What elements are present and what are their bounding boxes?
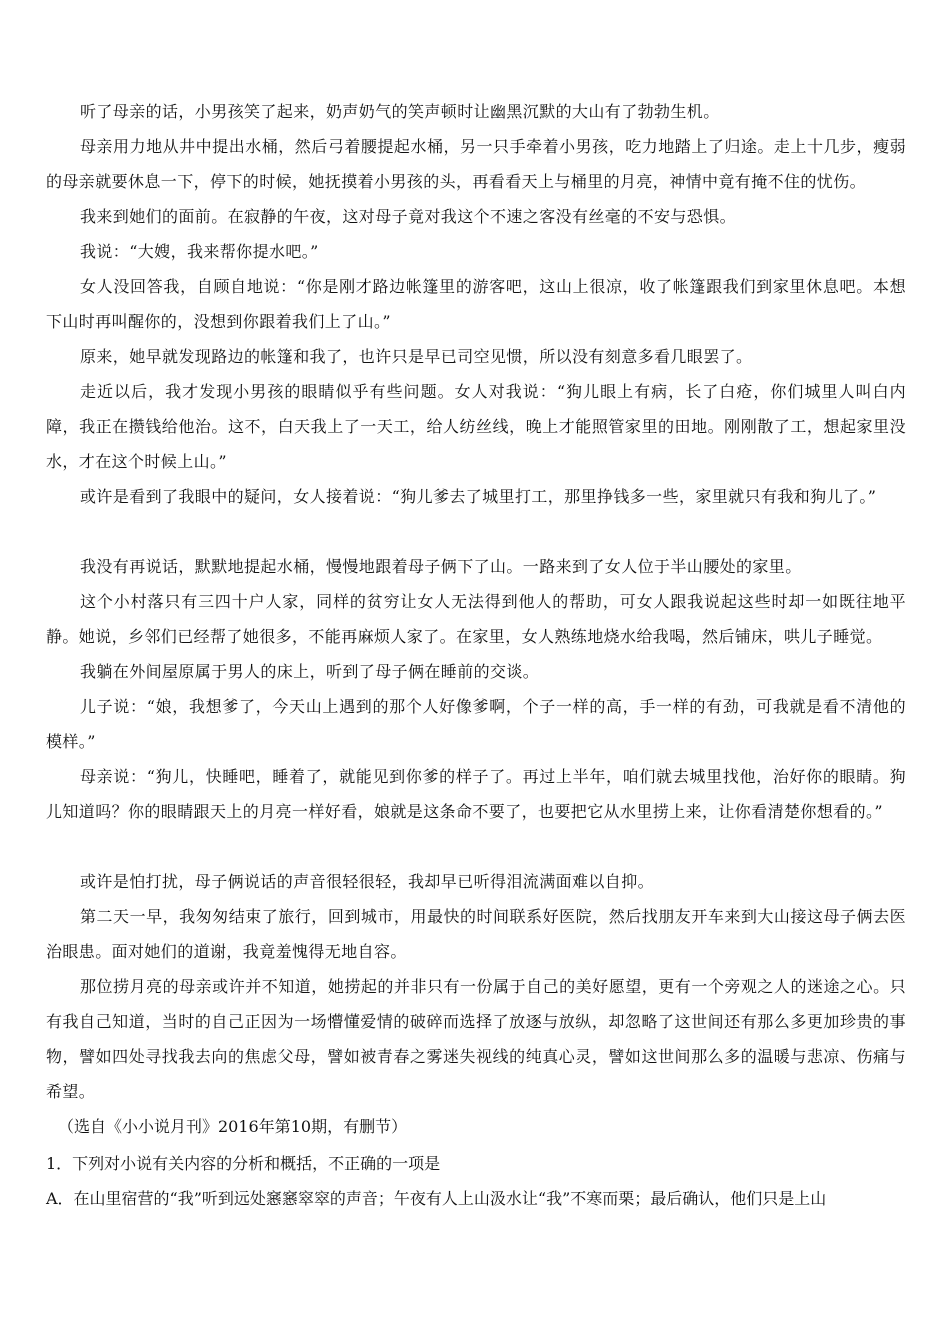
paragraph-1: 听了母亲的话，小男孩笑了起来，奶声奶气的笑声顿时让幽黑沉默的大山有了勃勃生机。 xyxy=(80,102,720,121)
paragraph-4: 我说：“大嫂，我来帮你提水吧。” xyxy=(80,242,319,261)
paragraph-8: 或许是看到了我眼中的疑问，女人接着说：“狗儿爹去了城里打工，那里挣钱多一些，家里就只有我和狗儿了。” xyxy=(80,487,877,506)
paragraph-13: 母亲说：“狗儿，快睡吧，睡着了，就能见到你爹的样子了。再过上半年，咱们就去城里找他，治好你的眼睛。狗儿知道吗？你的眼睛跟天上的月亮一样好看，娘就是这条命不要了，也要把它从水里捞上来，让你看清楚你想看的。” xyxy=(46,767,906,821)
paragraph-2: 母亲用力地从井中提出水桶，然后弓着腰提起水桶，另一只手牵着小男孩，吃力地踏上了归途。走上十几步，瘦弱的母亲就要休息一下，停下的时候，她抚摸着小男孩的头，再看看天上与桶里的月亮，神情中竟有掩不住的忧伤。 xyxy=(46,137,906,191)
paragraph-9: 我没有再说话，默默地提起水桶，慢慢地跟着母子俩下了山。一路来到了女人位于半山腰处的家里。 xyxy=(80,557,802,576)
paragraph-12: 儿子说：“娘，我想爹了，今天山上遇到的那个人好像爹啊，个子一样的高，手一样的有劲，可我就是看不清他的模样。” xyxy=(46,697,906,751)
paragraph-10: 这个小村落只有三四十户人家，同样的贫穷让女人无法得到他人的帮助，可女人跟我说起这些时却一如既往地平静。她说，乡邻们已经帮了她很多，不能再麻烦人家了。在家里，女人熟练地烧水给我喝，然后铺床，哄儿子睡觉。 xyxy=(46,592,906,646)
source-citation: （选自《小小说月刊》2016年第10期，有删节） xyxy=(58,1117,408,1136)
paragraph-15: 第二天一早，我匆匆结束了旅行，回到城市，用最快的时间联系好医院，然后找朋友开车来到大山接这母子俩去医治眼患。面对她们的道谢，我竟羞愧得无地自容。 xyxy=(46,907,906,961)
paragraph-11: 我躺在外间屋原属于男人的床上，听到了母子俩在睡前的交谈。 xyxy=(80,662,540,681)
paragraph-5: 女人没回答我，自顾自地说：“你是刚才路边帐篷里的游客吧，这山上很凉，收了帐篷跟我们到家里休息吧。本想下山时再叫醒你的，没想到你跟着我们上了山。” xyxy=(46,277,906,331)
question-stem: 1．下列对小说有关内容的分析和概括，不正确的一项是 xyxy=(46,1154,441,1173)
paragraph-14: 或许是怕打扰，母子俩说话的声音很轻很轻，我却早已听得泪流满面难以自抑。 xyxy=(80,872,655,891)
question-option-a: A．在山里宿营的“我”听到远处窸窸窣窣的声音；午夜有人上山汲水让“我”不寒而栗；最后确认，他们只是上山 xyxy=(46,1189,827,1208)
paragraph-6: 原来，她早就发现路边的帐篷和我了，也许只是早已司空见惯，所以没有刻意多看几眼罢了。 xyxy=(80,347,753,366)
paragraph-16: 那位捞月亮的母亲或许并不知道，她捞起的并非只有一份属于自己的美好愿望，更有一个旁观之人的迷途之心。只有我自己知道，当时的自己正因为一场懵懂爱情的破碎而选择了放逐与放纵，却忽略了这世间还有那么多更加珍贵的事物，譬如四处寻找我去向的焦虑父母，譬如被青春之雾迷失视线的纯真心灵，譬如这世间那么多的温暖与悲凉、伤痛与希望。 xyxy=(46,977,906,1101)
paragraph-7: 走近以后，我才发现小男孩的眼睛似乎有些问题。女人对我说：“狗儿眼上有病，长了白疮，你们城里人叫白内障，我正在攒钱给他治。这不，白天我上了一天工，给人纺丝线，晚上才能照管家里的田地。刚刚散了工，想起家里没水，才在这个时候上山。” xyxy=(46,382,906,471)
paragraph-3: 我来到她们的面前。在寂静的午夜，这对母子竟对我这个不速之客没有丝毫的不安与恐惧。 xyxy=(80,207,737,226)
